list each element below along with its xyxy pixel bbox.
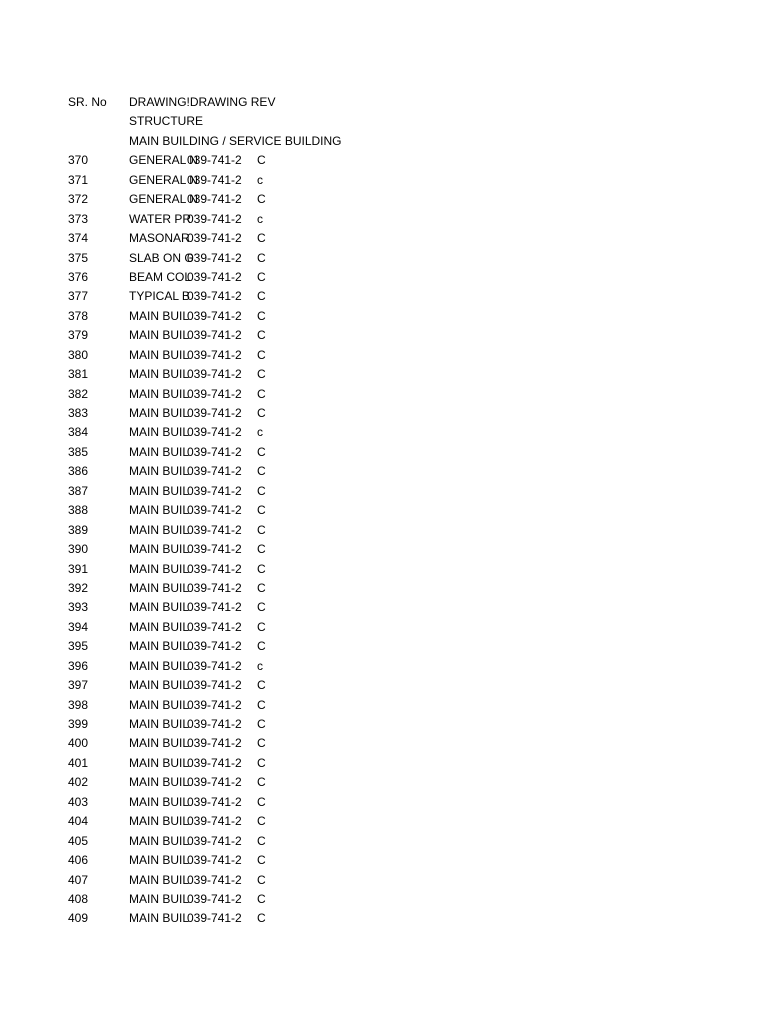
drawing-number-cell: 039-741-2: [187, 717, 242, 731]
drawing-number-cell: 039-741-2: [187, 503, 242, 518]
drawing-title-cell: MAIN BUIL: [129, 736, 190, 751]
drawing-title-cell: MASONAR: [129, 231, 190, 246]
drawing-number-cell: 039-741-2: [187, 386, 242, 401]
revision-cell: c: [257, 658, 263, 673]
drawing-title-cell: MAIN BUIL: [129, 891, 190, 906]
drawing-number-cell: 039-741-2: [187, 658, 242, 673]
revision-cell: C: [257, 561, 266, 576]
drawing-title-cell: TYPICAL B: [129, 289, 190, 304]
sr-no-cell: 382: [68, 386, 89, 401]
revision-cell: C: [257, 289, 266, 304]
sr-no-cell: 385: [68, 444, 89, 459]
drawing-title-cell: MAIN BUIL: [129, 367, 190, 382]
sr-no-cell: 401: [68, 755, 89, 770]
drawing-title-cell: MAIN BUIL: [129, 483, 190, 498]
sr-no-cell: 380: [68, 347, 89, 362]
drawing-title-cell: MAIN BUIL: [129, 697, 190, 712]
revision-cell: C: [257, 600, 266, 615]
drawing-number-cell: 039-741-2: [187, 619, 242, 634]
drawing-title-cell: MAIN BUIL: [129, 406, 190, 420]
drawing-number-cell: 039-741-2: [187, 600, 242, 615]
revision-cell: C: [257, 522, 266, 537]
sr-no-cell: 403: [68, 794, 89, 809]
sr-no-cell: 386: [68, 464, 89, 479]
drawing-title-cell: MAIN BUIL: [129, 503, 190, 518]
sr-no-cell: 378: [68, 308, 89, 323]
sr-no-cell: 388: [68, 503, 89, 518]
sr-no-cell: 390: [68, 542, 89, 557]
drawing-number-cell: 039-741-2: [187, 250, 242, 265]
drawing-number-cell: 039-741-2: [187, 211, 242, 226]
drawing-number-cell: 039-741-2: [187, 911, 242, 926]
revision-cell: C: [257, 269, 266, 284]
drawing-number-cell: 039-741-2: [187, 542, 242, 557]
sr-no-cell: 374: [68, 231, 89, 246]
sr-no-cell: 381: [68, 367, 89, 382]
sr-no-cell: 370: [68, 153, 89, 168]
drawing-number-cell: 039-741-2: [187, 580, 242, 595]
sr-no-cell: 392: [68, 580, 89, 595]
sr-no-header: SR. No: [68, 95, 107, 109]
drawing-title-cell: MAIN BUIL: [129, 833, 190, 848]
drawing-title-cell: MAIN BUIL: [129, 717, 190, 731]
sr-no-cell: 377: [68, 289, 89, 304]
sr-no-cell: 408: [68, 891, 89, 906]
drawing-title-cell: GENERAL N: [129, 153, 198, 168]
sr-no-cell: 387: [68, 483, 89, 498]
drawing-title-cell: MAIN BUIL: [129, 678, 190, 693]
drawing-title-cell: MAIN BUIL: [129, 872, 190, 887]
revision-cell: c: [257, 425, 263, 440]
drawing-title-cell: GENERAL N: [129, 192, 198, 207]
drawing-number-cell: 039-741-2: [187, 833, 242, 848]
drawing-title-cell: MAIN BUIL: [129, 464, 190, 479]
drawing-title-cell: MAIN BUIL: [129, 755, 190, 770]
sr-no-cell: 384: [68, 425, 89, 440]
sr-no-cell: 373: [68, 211, 89, 226]
drawing-number-cell: 039-741-2: [187, 872, 242, 887]
drawing-number-cell: 039-741-2: [187, 367, 242, 382]
drawing-number-cell: 039-741-2: [187, 639, 242, 654]
drawing-number-cell: 039-741-2: [187, 289, 242, 304]
drawing-title-cell: MAIN BUIL: [129, 600, 190, 615]
revision-cell: C: [257, 775, 266, 790]
drawing-title-cell: MAIN BUIL: [129, 658, 190, 673]
drawing-title-cell: MAIN BUIL: [129, 853, 190, 868]
revision-cell: C: [257, 755, 266, 770]
drawing-number-cell: 039-741-2: [187, 328, 242, 343]
drawing-title-cell: MAIN BUIL: [129, 775, 190, 790]
sr-no-cell: 409: [68, 911, 89, 926]
drawing-number-cell: 039-741-2: [187, 561, 242, 576]
drawing-number-cell: 039-741-2: [187, 853, 242, 868]
revision-cell: C: [257, 697, 266, 712]
drawing-number-cell: 039-741-2: [187, 891, 242, 906]
revision-cell: C: [257, 347, 266, 362]
drawing-title-cell: MAIN BUIL: [129, 639, 190, 654]
drawing-number-cell: 039-741-2: [187, 172, 242, 187]
drawing-title-cell: MAIN BUIL: [129, 386, 190, 401]
sr-no-cell: 389: [68, 522, 89, 537]
drawing-number-cell: 039-741-2: [187, 464, 242, 479]
sr-no-cell: 379: [68, 328, 89, 343]
sr-no-cell: 407: [68, 872, 89, 887]
drawing-title-cell: MAIN BUIL: [129, 308, 190, 323]
revision-cell: C: [257, 231, 266, 246]
revision-cell: C: [257, 833, 266, 848]
sr-no-cell: 395: [68, 639, 89, 654]
drawing-title-cell: BEAM COL: [129, 269, 192, 284]
drawing-number-cell: 039-741-2: [187, 406, 242, 420]
drawing-number-cell: 039-741-2: [187, 269, 242, 284]
sr-no-cell: 383: [68, 406, 89, 420]
sr-no-cell: 402: [68, 775, 89, 790]
revision-cell: C: [257, 872, 266, 887]
revision-cell: C: [257, 542, 266, 557]
drawing-title-cell: MAIN BUIL: [129, 328, 190, 343]
revision-cell: C: [257, 891, 266, 906]
revision-cell: C: [257, 250, 266, 265]
revision-cell: C: [257, 464, 266, 479]
drawing-title-cell: WATER PR: [129, 211, 191, 226]
sr-no-cell: 393: [68, 600, 89, 615]
drawing-number-cell: 039-741-2: [187, 814, 242, 829]
sr-no-cell: 371: [68, 172, 89, 187]
drawing-title-cell: MAIN BUIL: [129, 542, 190, 557]
drawing-number-cell: 039-741-2: [187, 347, 242, 362]
revision-cell: C: [257, 483, 266, 498]
sr-no-cell: 375: [68, 250, 89, 265]
sr-no-cell: 398: [68, 697, 89, 712]
sr-no-cell: 400: [68, 736, 89, 751]
drawing-title-cell: MAIN BUIL: [129, 619, 190, 634]
discipline-heading: STRUCTURE: [129, 114, 203, 129]
drawing-number-cell: 039-741-2: [187, 736, 242, 751]
drawing-number-cell: 039-741-2: [187, 697, 242, 712]
revision-cell: C: [257, 153, 266, 168]
drawing-number-cell: 039-741-2: [187, 425, 242, 440]
drawing-number-cell: 039-741-2: [187, 192, 242, 207]
drawing-number-cell: 039-741-2: [187, 444, 242, 459]
sr-no-cell: 397: [68, 678, 89, 693]
drawing-title-cell: MAIN BUIL: [129, 794, 190, 809]
revision-cell: C: [257, 192, 266, 207]
drawing-title-cell: MAIN BUIL: [129, 580, 190, 595]
drawing-number-cell: 039-741-2: [187, 678, 242, 693]
drawing-title-cell: MAIN BUIL: [129, 911, 190, 926]
drawing-number-cell: 039-741-2: [187, 483, 242, 498]
revision-cell: C: [257, 406, 266, 420]
drawing-number-cell: 039-741-2: [187, 522, 242, 537]
revision-cell: C: [257, 717, 266, 731]
drawing-number-cell: 039-741-2: [187, 153, 242, 168]
revision-cell: C: [257, 386, 266, 401]
drawing-columns-header: DRAWING!DRAWING REV: [129, 95, 276, 109]
revision-cell: C: [257, 619, 266, 634]
revision-cell: C: [257, 444, 266, 459]
sr-no-cell: 394: [68, 619, 89, 634]
sr-no-cell: 396: [68, 658, 89, 673]
revision-cell: C: [257, 639, 266, 654]
revision-cell: C: [257, 911, 266, 926]
drawing-title-cell: MAIN BUIL: [129, 814, 190, 829]
drawing-number-cell: 039-741-2: [187, 755, 242, 770]
revision-cell: C: [257, 503, 266, 518]
revision-cell: C: [257, 308, 266, 323]
revision-cell: C: [257, 794, 266, 809]
revision-cell: C: [257, 367, 266, 382]
drawing-title-cell: MAIN BUIL: [129, 522, 190, 537]
drawing-title-cell: GENERAL N: [129, 172, 198, 187]
revision-cell: C: [257, 580, 266, 595]
revision-cell: c: [257, 172, 263, 187]
revision-cell: C: [257, 678, 266, 693]
drawing-number-cell: 039-741-2: [187, 231, 242, 246]
revision-cell: C: [257, 736, 266, 751]
revision-cell: c: [257, 211, 263, 226]
drawing-number-cell: 039-741-2: [187, 775, 242, 790]
drawing-number-cell: 039-741-2: [187, 308, 242, 323]
sr-no-cell: 405: [68, 833, 89, 848]
sr-no-cell: 391: [68, 561, 89, 576]
revision-cell: C: [257, 328, 266, 343]
sr-no-cell: 404: [68, 814, 89, 829]
drawing-title-cell: MAIN BUIL: [129, 444, 190, 459]
sr-no-cell: 376: [68, 269, 89, 284]
sr-no-cell: 372: [68, 192, 89, 207]
revision-cell: C: [257, 814, 266, 829]
drawing-title-cell: MAIN BUIL: [129, 561, 190, 576]
sr-no-cell: 399: [68, 717, 89, 731]
building-heading: MAIN BUILDING / SERVICE BUILDING: [129, 133, 342, 148]
drawing-number-cell: 039-741-2: [187, 794, 242, 809]
revision-cell: C: [257, 853, 266, 868]
drawing-title-cell: MAIN BUIL: [129, 425, 190, 440]
sr-no-cell: 406: [68, 853, 89, 868]
drawing-title-cell: MAIN BUIL: [129, 347, 190, 362]
drawing-title-cell: SLAB ON G: [129, 250, 194, 265]
